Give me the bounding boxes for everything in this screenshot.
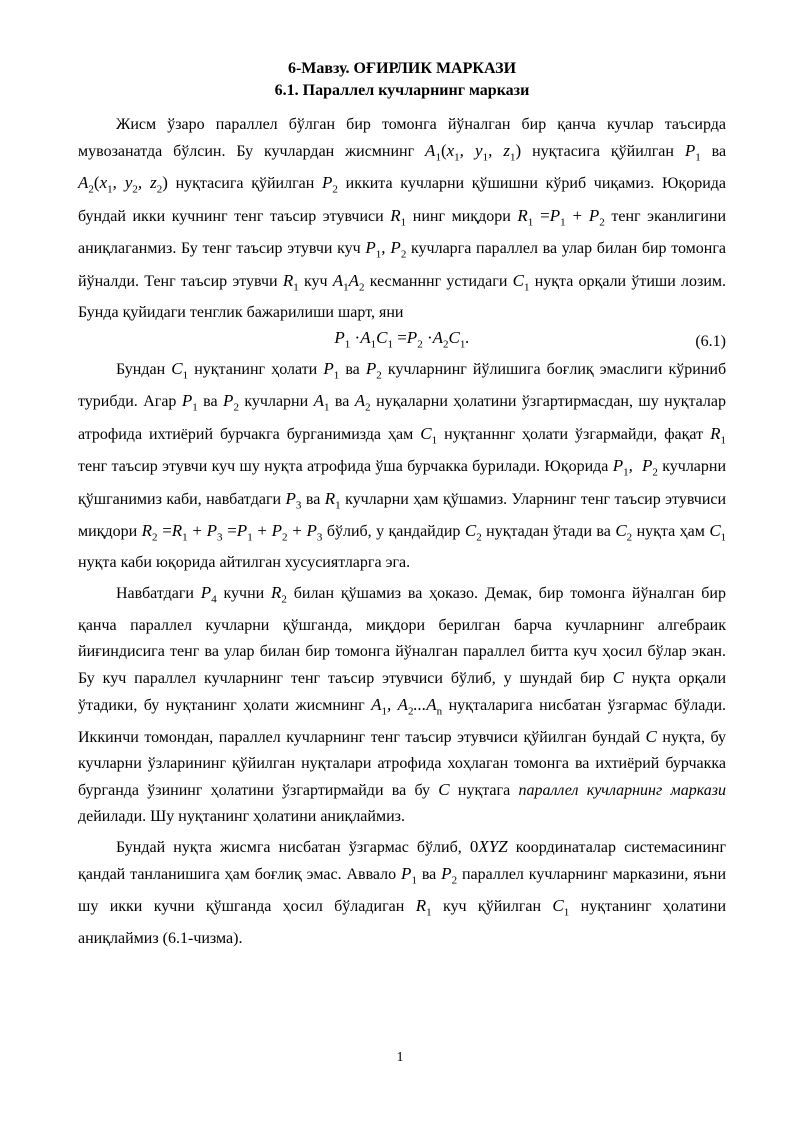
text-run: нуқтага xyxy=(457,782,511,800)
text-run: иккита кучларни қўшишни кўриб чиқамиз. Юқорида бундай икки кучнинг тенг таъсир этувчиси xyxy=(78,175,726,225)
heading-block xyxy=(78,58,726,102)
text-run: бўлиб, у қандайдир xyxy=(326,522,461,540)
equation-6-1 xyxy=(78,326,726,350)
text-run: куч xyxy=(303,272,328,290)
topic-title: 6-Мавзу. ОҒИРЛИК МАРКАЗИ xyxy=(287,60,517,77)
text-run: нуқта орқали ўтиши лозим. Бунда қуйидаги тенглик бажарилиши шарт, яни xyxy=(78,272,727,321)
text-run: параллел кучларнинг марказини, яъни шу икки кучни қўшганда ҳосил бўладиган xyxy=(78,866,727,916)
text-run: нуқаларни ҳолатини ўзгартирмасдан, шу нуқталар атрофида ихтиёрий бурчакга бурганимизда ҳам xyxy=(78,393,726,443)
math-C: C xyxy=(645,727,657,747)
math-C1: $C_1$ xyxy=(512,270,530,293)
text-run: нуқта каби юқорида айтилган хусусиятларга эга. xyxy=(78,554,411,572)
text-run: ва xyxy=(305,490,321,508)
math-A1: $A_1$ xyxy=(313,391,330,414)
math-P1: $P_1$ xyxy=(181,391,198,414)
math-R2: $R_2$ xyxy=(271,583,287,606)
math-P1: $P_1$ xyxy=(323,358,340,382)
math-C1: $C_1$ xyxy=(171,358,189,382)
math-P3: $P_3$ xyxy=(285,488,302,511)
math-C: C xyxy=(438,780,450,800)
paragraph-1 xyxy=(78,112,726,326)
text-run: нуқта орқали ўтадики, бу нуқтанинг ҳолати жисмнинг xyxy=(78,669,727,714)
page-number: 1 xyxy=(396,1050,404,1065)
equation-number: (6.1) xyxy=(695,332,726,350)
math-P1-P2: $P_1$, $P_2$ xyxy=(365,238,407,261)
text-run: координаталар системасининг қандай танланишига ҳам боғлиқ эмас. Аввало xyxy=(78,839,727,884)
math-C2: $C_2$ xyxy=(464,520,482,544)
defined-term: параллел кучларнинг маркази xyxy=(518,782,727,800)
math-P1-P2: $P_1$, $P_2$ xyxy=(612,456,658,479)
math-R1: $R_1$ xyxy=(324,488,341,511)
text-run: нуқтанинг ҳолатини аниқлаймиз (6.1-чизма). xyxy=(78,898,727,947)
text-run: тенг таъсир этувчи куч шу нуқта атрофида ўша бурчакка бурилади. Юқорида xyxy=(78,458,609,476)
text-run: нуқтасига қўйилган xyxy=(175,175,315,193)
text-run: кучларга параллел ва улар билан бир томонга йўналди. Тенг таъсир этувчи xyxy=(78,240,727,290)
math-P4: $P_4$ xyxy=(200,583,217,606)
math-P2: $P_2$ xyxy=(322,173,338,196)
paragraph-3 xyxy=(78,580,726,830)
math-P1: $P_1$ xyxy=(401,864,417,887)
math-C1: $C_1$ xyxy=(709,520,727,544)
text-run: ва xyxy=(421,866,437,884)
math-C1: $C_1$ xyxy=(552,896,570,919)
text-run: ва xyxy=(711,143,727,160)
math-R1: $R_1$ xyxy=(415,896,432,919)
math-C2: $C_2$ xyxy=(615,520,633,544)
math-A1A2: $A_1A_2$ xyxy=(332,270,365,293)
text-run: Бундан xyxy=(116,360,166,378)
math-R1: $R_1$ xyxy=(282,270,299,293)
text-run: ва xyxy=(345,360,360,378)
document-page xyxy=(78,58,726,952)
math-C: C xyxy=(612,667,625,687)
math-P2: $P_2$ xyxy=(365,358,382,382)
text-run: нуқталарига нисбатан ўзгармас бўлади. Иккинчи томондан, параллел кучларнинг тенг таъсир этувчиси қўйилган бундай xyxy=(78,696,727,747)
text-run: кучларни ҳам қўшамиз. Уларнинг тенг таъсир этувчиси миқдори xyxy=(78,490,727,540)
math-P2: $P_2$ xyxy=(223,391,239,414)
text-run: куч қўйилган xyxy=(442,898,542,916)
paragraph-2 xyxy=(78,356,726,576)
text-run: билан қўшамиз ва ҳоказо. Демак, бир томонга йўналган бир қанча параллел кучларни қўшганда, миқдори берилган барча кучларнинг алгебраик йиғиндисига тенг ва улар билан бир томонга йўналган параллел битта куч ҳосил бўлар экан. Бу куч параллел кучларнинг тенг таъсир этувчиси бўлиб, у шундай бир xyxy=(78,585,726,687)
text-run: тенг эканлигини аниқлаганмиз. Бу тенг таъсир этувчи куч xyxy=(78,207,727,258)
equation-body: $P_1 \cdot A_1C_1 =P_2 \cdot A_2C_1$. xyxy=(334,327,470,351)
text-run: нуқтанинг ҳолати xyxy=(194,360,318,378)
math-P2: $P_2$ xyxy=(441,864,458,887)
text-run: кучларни қўшганимиз каби, навбатдаги xyxy=(78,458,727,508)
text-run: дейилади. Шу нуқтанинг ҳолатини аниқлаймиз. xyxy=(78,808,405,826)
math-0XYZ: 0XYZ xyxy=(469,837,508,857)
math-C1: $C_1$ xyxy=(420,423,438,447)
math-R1: $R_1$ xyxy=(390,205,407,229)
math-R1-sum: $R_1 =P_1 + P_2$ xyxy=(517,205,605,229)
text-run: нуқтанннг ҳолати ўзгармайди, фақат xyxy=(444,425,704,443)
section-title: 6.1. Параллел кучларнинг маркази xyxy=(274,82,530,99)
text-run: нинг миқдори xyxy=(412,207,511,225)
text-run: ва xyxy=(203,393,218,411)
text-run: нуқтасига қўйилган xyxy=(532,143,674,160)
math-R1: $R_1$ xyxy=(710,423,727,447)
text-run: нуқтадан ўтади ва xyxy=(486,522,611,540)
math-A1-An: $A_1$, $A_2...A_n$ xyxy=(371,694,443,718)
text-run: ва xyxy=(334,393,350,411)
math-P1: $P_1$ xyxy=(684,141,701,164)
text-run: нуқта, бу кучларни ўзларининг қўйилган нуқталари атрофида хоҳлаган томонга ва ихтиёрий бурчакка бурганда ўзининг ҳолатини ўзгартирмайди ва бу xyxy=(78,729,727,800)
math-A2: $A_2$ xyxy=(354,391,371,414)
text-run: Навбатдаги xyxy=(116,585,194,603)
math-A2-coords: $A_2(x_1$, $y_2$, $z_2$) xyxy=(78,173,168,196)
text-run: кучларнинг йўлишига боғлиқ эмаслиги кўриниб турибди. Агар xyxy=(78,360,727,411)
paragraph-4 xyxy=(78,834,726,952)
text-run: нуқта ҳам xyxy=(636,522,705,540)
text-run: Бундай нуқта жисмга нисбатан ўзгармас бўлиб, xyxy=(116,839,462,857)
math-R2-sum: $R_2 =R_1 + P_3 =P_1 + P_2 + P_3$ xyxy=(141,520,323,544)
text-run: Жисм ўзаро параллел бўлган бир томонга йўналган бир қанча кучлар таъсирда мувозанатда бўлсин. Бу кучлардан жисмнинг xyxy=(78,116,726,160)
text-run: кесманннг устидаги xyxy=(369,272,508,290)
text-run: кучни xyxy=(223,585,265,603)
text-run: кучларни xyxy=(244,393,309,411)
math-A1-coords: $A_1(x_1$, $y_1$, $z_1$) xyxy=(425,141,522,164)
